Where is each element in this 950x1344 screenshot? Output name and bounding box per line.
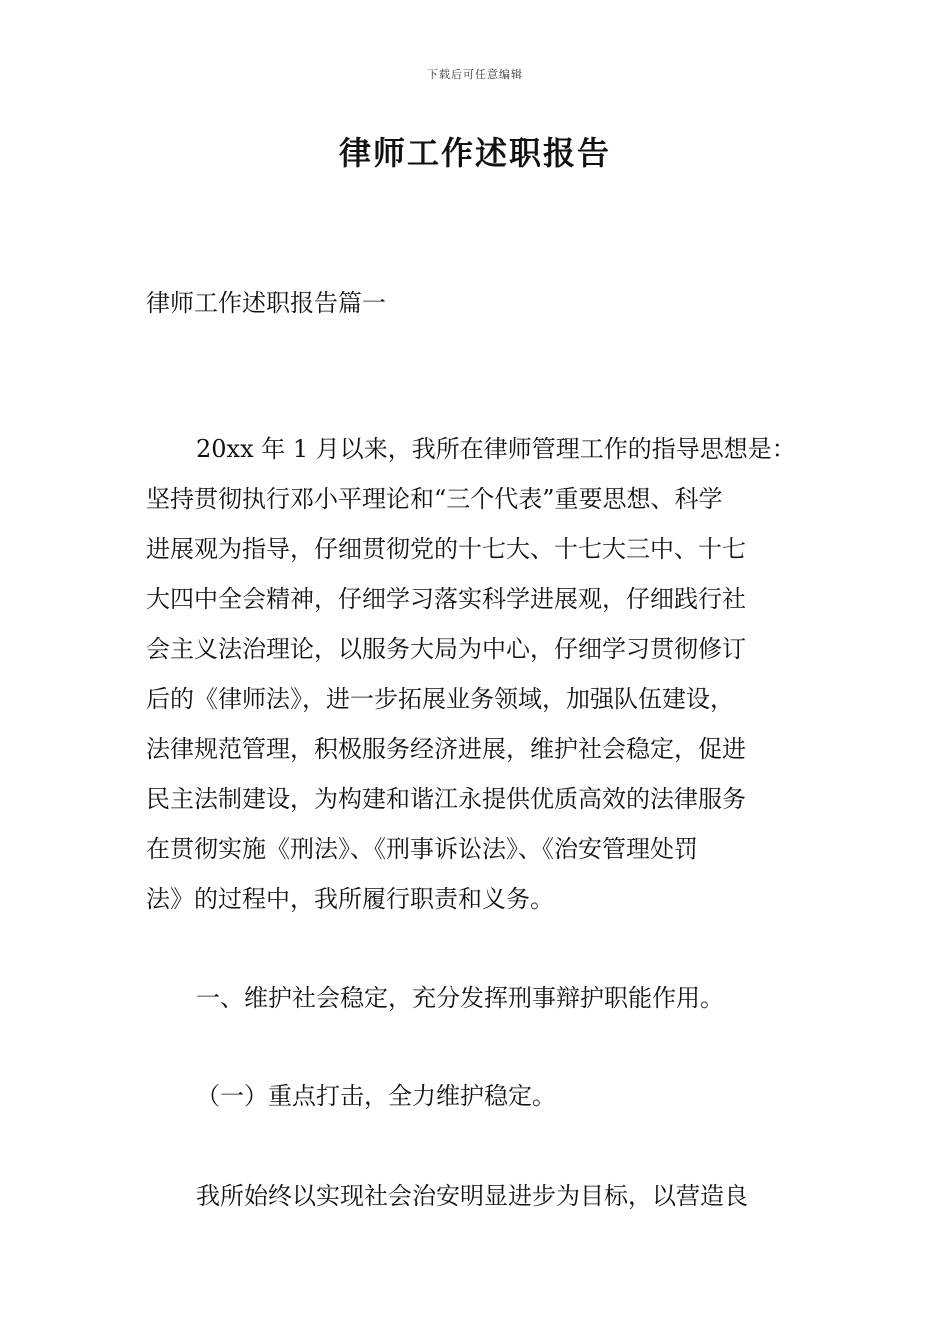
header-note: 下载后可任意编辑 — [427, 68, 523, 81]
heading-1 — [146, 973, 814, 1023]
paragraph-line: 坚持贯彻执行邓小平理论和“三个代表”重要思想、科学 — [146, 485, 723, 513]
document-title: 律师工作述职报告 — [338, 134, 611, 172]
paragraph-line: 大四中全会精神，仔细学习落实科学进展观，仔细践行社 — [146, 585, 746, 613]
paragraph-line: 20xx 年 1 月以来，我所在律师管理工作的指导思想是： — [196, 435, 796, 463]
paragraph-line: 进展观为指导，仔细贯彻党的十七大、十七大三中、十七 — [146, 535, 746, 563]
paragraph-line: 民主法制建设，为构建和谐江永提供优质高效的法律服务 — [146, 785, 746, 813]
heading-2 — [146, 1071, 814, 1121]
paragraph-line: 会主义法治理论，以服务大局为中心，仔细学习贯彻修订 — [146, 635, 746, 663]
paragraph-line: 法律规范管理，积极服务经济进展，维护社会稳定，促进 — [146, 735, 746, 763]
paragraph-1 — [146, 424, 814, 924]
section-title: 律师工作述职报告篇一 — [146, 289, 386, 317]
heading-2-text: （一）重点打击，全力维护稳定。 — [196, 1082, 556, 1110]
paragraph-line: 后的《律师法》，进一步拓展业务领域，加强队伍建设， — [146, 685, 734, 713]
heading-1-text: 一、维护社会稳定，充分发挥刑事辩护职能作用。 — [196, 984, 724, 1012]
paragraph-line: 在贯彻实施《刑法》、《刑事诉讼法》、《治安管理处罚 — [146, 835, 698, 863]
paragraph-line: 我所始终以实现社会治安明显进步为目标，以营造良 — [196, 1182, 748, 1210]
paragraph-line: 法》的过程中，我所履行职责和义务。 — [146, 885, 554, 913]
paragraph-2 — [146, 1171, 814, 1221]
